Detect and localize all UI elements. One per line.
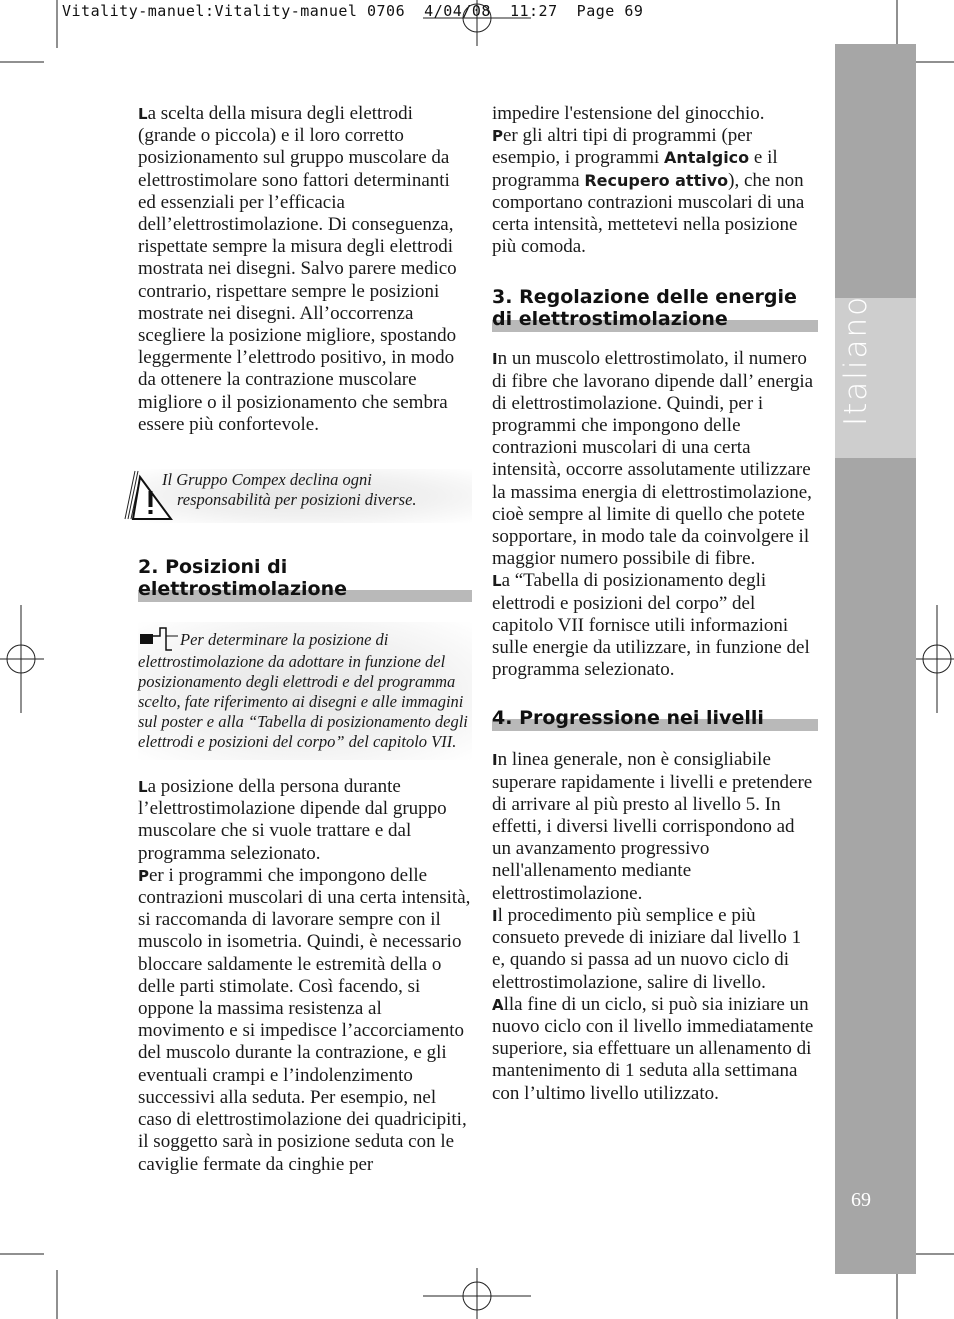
- drop-initial: I: [492, 350, 498, 369]
- drop-initial: L: [492, 572, 502, 591]
- paragraph: La “Tabella di posizionamento degli elettrodi e posizioni del corpo” del capitolo VII fornisce utili informazioni sulle energie da utilizzare, in funzione del programma selezionato.: [492, 570, 810, 681]
- warning-triangle-icon: [123, 469, 175, 523]
- registration-mark-right: [910, 605, 954, 713]
- left-column: [138, 103, 472, 1176]
- paragraph: Per i programmi che impongono delle contrazioni muscolari di una certa intensità, si raccomanda di lavorare sempre con il muscolo in isometria. Quindi, è necessario bloccare saldamente le estremità della o delle parti stimolate. Così facendo, si oppone la massima resistenza al movimento e si impedisce l’accorciamento del muscolo durante la contrazione, e gli eventuali crampi e l’indolenzimento successivi alla seduta. Per esempio, nel caso di elettrostimolazione dei quadricipiti, il soggetto sarà in posizione seduta con le caviglie fermate da cinghie per: [138, 864, 471, 1175]
- page-number: 69: [851, 1189, 871, 1211]
- drop-initial: I: [492, 751, 498, 770]
- section-heading-3: 3. Regolazione delle energie di elettrostimolazione: [492, 286, 818, 332]
- drop-initial: A: [492, 995, 504, 1014]
- print-slug: Vitality-manuel:Vitality-manuel 0706 4/04/08 11:27 Page 69: [62, 2, 644, 20]
- program-name: Recupero attivo: [584, 170, 729, 190]
- paragraph: La scelta della misura degli elettrodi (grande o piccola) e il loro corretto posizionamento sul gruppo muscolare da elettrostimolare sono fattori determinanti ed essenziali per l’efficacia dell’elettrostimolazione. Di conseguenza, rispettate sempre la misura degli elettrodi mostrata nei disegni. Salvo parere medico contrario, rispettare sempre le posizioni mostrate nei disegni. All’occorrenza scegliere la posizione migliore, spostando leggermente l’elettrodo positivo, in modo da ottenere la contrazione muscolare migliore o il posizionamento che sembra essere più confortevole.: [138, 103, 457, 435]
- paragraph: Per gli altri tipi di programmi (per esempio, i programmi Antalgico e il programma Recupero attivo), che non comportano contrazioni muscolari di una certa intensità, mettetevi nella posizione più comoda.: [492, 125, 805, 258]
- paragraph: La posizione della persona durante l’elettrostimolazione dipende dal gruppo muscolare che si vuole trattare e dal programma selezionato.: [138, 776, 447, 864]
- drop-initial: L: [138, 778, 148, 797]
- paragraph: impedire l'estensione del ginocchio.: [492, 103, 765, 124]
- language-label: Italiano: [838, 294, 874, 426]
- registration-mark-bottom: [423, 1268, 531, 1319]
- paragraph: In un muscolo elettrostimolato, il numero di fibre che lavorano dipende dall’ energia di elettrostimolazione. Quindi, per i programmi che impongono delle contrazioni muscolari di una certa intensità, occorre assolutamente utilizzare la massima energia di elettrostimolazione, cioè sempre al limite di quello che potete sopportare, in modo tale da coinvolgere il maggior numero possibile di fibre.: [492, 348, 814, 570]
- section-heading-2: 2. Posizioni di elettrostimolazione: [138, 556, 472, 602]
- drop-initial: L: [138, 105, 148, 123]
- drop-initial: P: [492, 127, 503, 146]
- pointer-hand-icon: [138, 626, 180, 652]
- warning-text-line1: Il Gruppo Compex declina ogni: [162, 470, 372, 490]
- drop-initial: I: [492, 906, 498, 925]
- warning-note: [138, 469, 472, 523]
- section-heading-4: 4. Progressione nei livelli: [492, 707, 818, 731]
- warning-text-line2: responsabilità per posizioni diverse.: [177, 490, 417, 510]
- info-note: Per determinare la posizione di elettrostimolazione da adottare in funzione del posizionamento degli elettrodi e del programma scelto, fate riferimento ai disegni e alle immagini sul poster e alla “Tabella di posizionamento degli elettrodi e posizioni del corpo” del capitolo VII.: [138, 622, 472, 760]
- registration-mark-left: [0, 605, 44, 713]
- language-sidebar: [835, 44, 916, 1274]
- registration-mark-top: [423, 0, 531, 46]
- right-column: [492, 103, 818, 1105]
- paragraph: Alla fine di un ciclo, si può sia iniziare un nuovo ciclo con il livello immediatamente superiore, sia effettuare un allenamento di mantenimento di 1 seduta alla settimana con l’ultimo livello utilizzato.: [492, 993, 814, 1104]
- paragraph: In linea generale, non è consigliabile superare rapidamente i livelli e pretendere di arrivare al più presto al livello 5. In effetti, i diversi livelli corrispondono ad un avanzamento progressivo nell'allenamento mediante elettrostimolazione.: [492, 749, 813, 904]
- drop-initial: P: [138, 866, 149, 885]
- program-name: Antalgico: [664, 148, 750, 168]
- paragraph: Il procedimento più semplice e più consueto prevede di iniziare dal livello 1 e, quando si passa ad un nuovo ciclo di elettrostimolazione, salire di livello.: [492, 904, 802, 993]
